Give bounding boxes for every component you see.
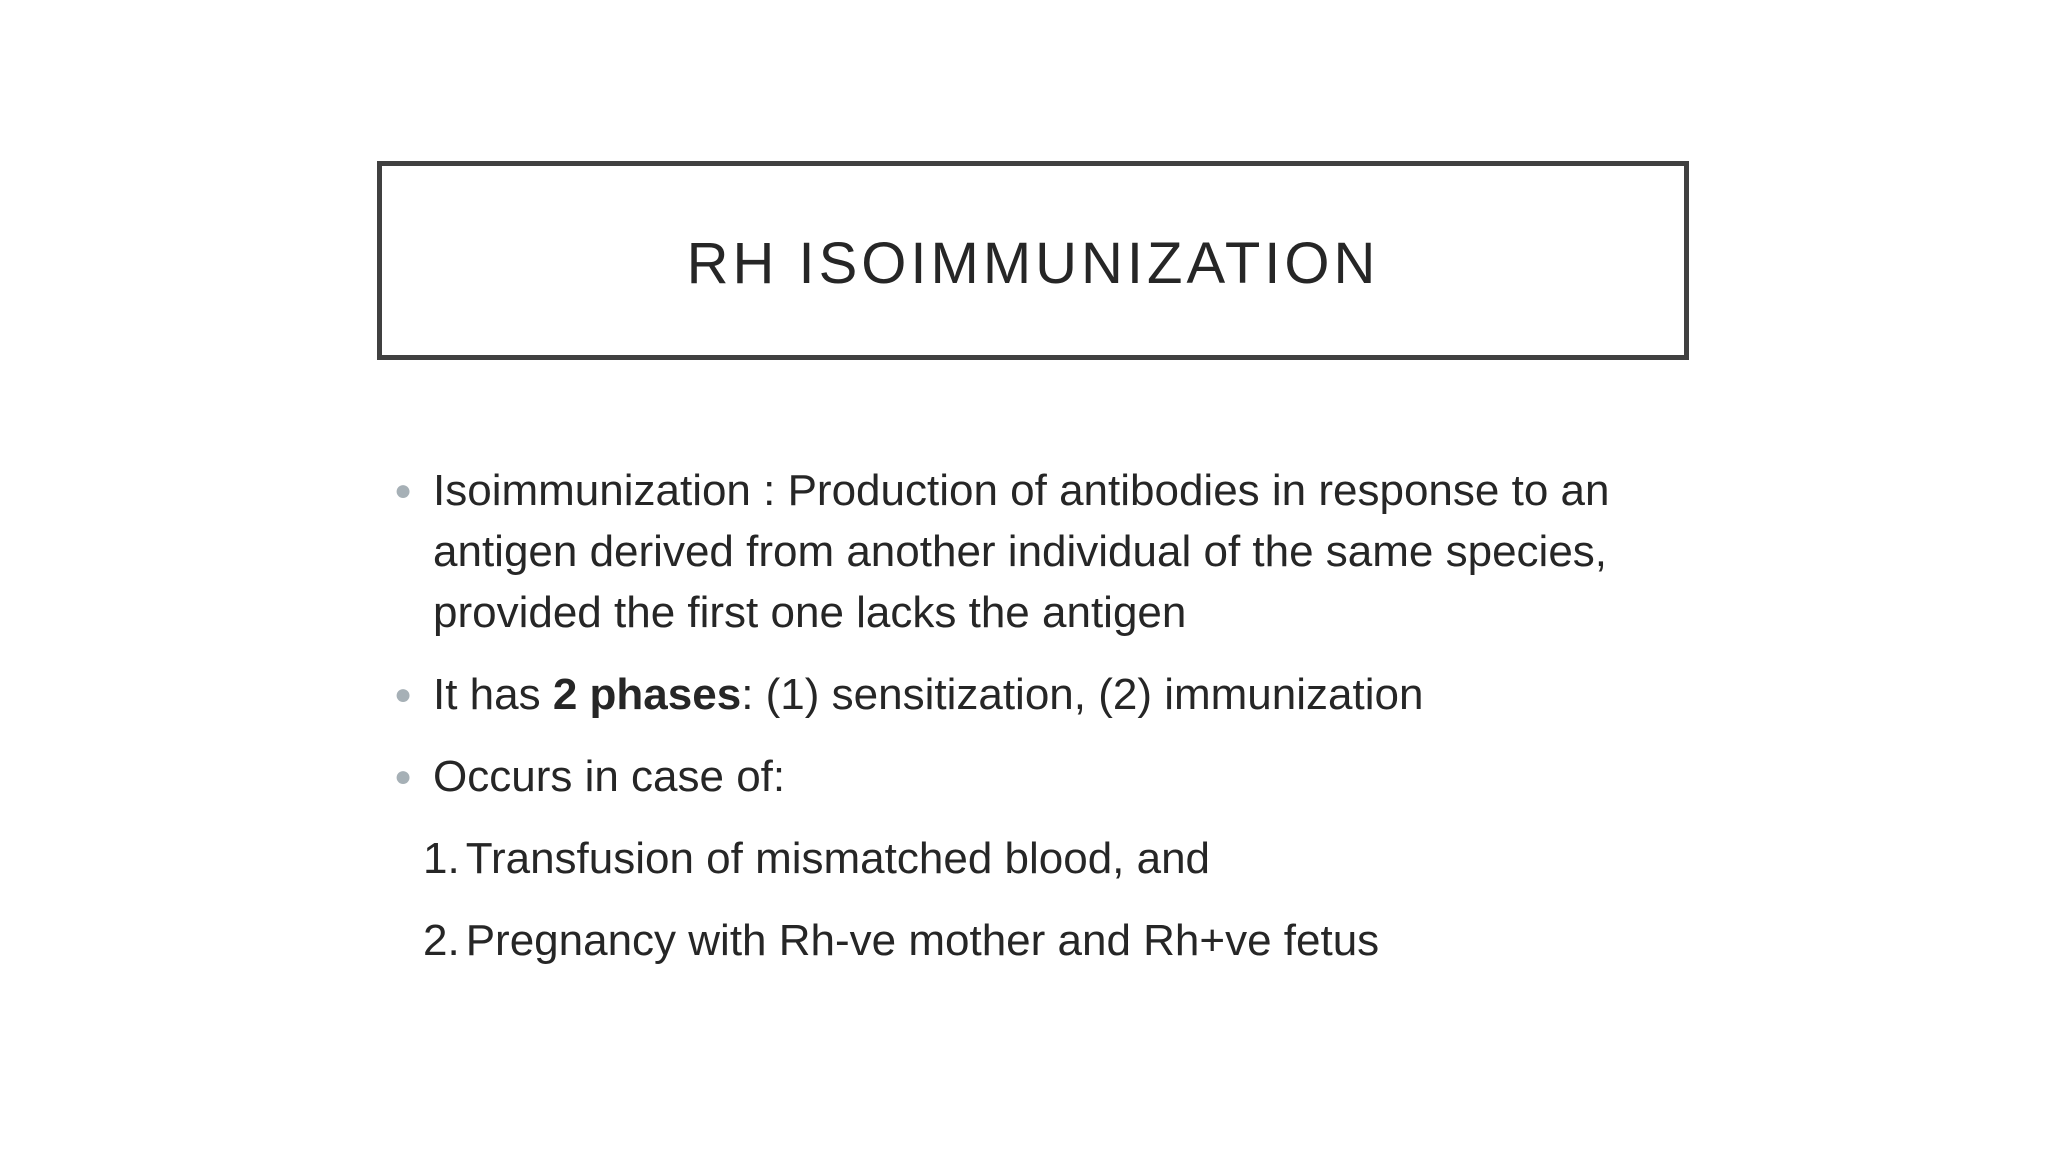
item-number: 2. — [423, 916, 460, 965]
slide-content — [390, 460, 1670, 992]
bullet-suffix: : (1) sensitization, (2) immunization — [741, 670, 1424, 719]
bullet-dot-icon: ● — [394, 678, 413, 711]
bullet-item-occurs — [390, 746, 1670, 807]
bullet-text: Isoimmunization : Production of antibodies in response to an antigen derived from another individual of the same species, provided the first one lacks the antigen — [433, 466, 1610, 637]
item-text: Transfusion of mismatched blood, and — [465, 834, 1211, 883]
bullet-dot-icon: ● — [394, 474, 413, 507]
bullet-dot-icon: ● — [394, 760, 413, 793]
title-box — [377, 161, 1689, 360]
bullet-bold: 2 phases — [552, 670, 742, 719]
bullet-item-phases — [390, 664, 1670, 725]
numbered-item-pregnancy — [390, 910, 1670, 971]
slide-title: RH ISOIMMUNIZATION — [686, 231, 1380, 296]
bullet-item-definition — [390, 460, 1670, 643]
item-text: Pregnancy with Rh-ve mother and Rh+ve fetus — [465, 916, 1380, 965]
bullet-text: Occurs in case of: — [433, 752, 786, 801]
bullet-prefix: It has — [433, 670, 553, 719]
item-number: 1. — [423, 834, 460, 883]
numbered-item-transfusion — [390, 828, 1670, 889]
